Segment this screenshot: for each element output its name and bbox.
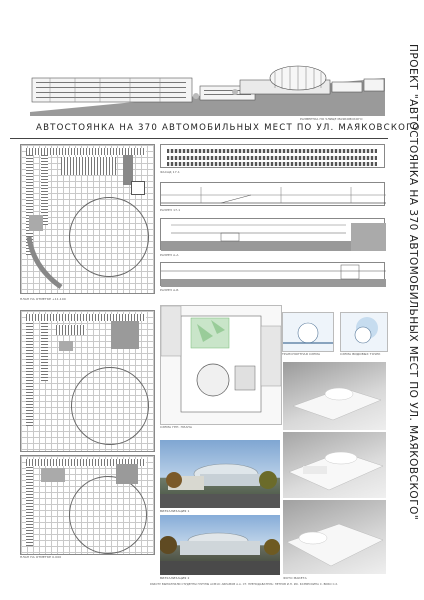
plan-2-ramp-circle xyxy=(71,367,149,445)
transport-scheme xyxy=(282,312,334,352)
section-a-a-drawing xyxy=(161,219,386,251)
caption-viz-1: ВИЗУАЛИЗАЦИЯ 1 xyxy=(160,509,190,513)
model-photo-2 xyxy=(283,432,386,498)
facade-17-1 xyxy=(160,144,385,168)
caption-section-3: РАЗРЕЗ А-Б xyxy=(160,288,179,292)
plan-level-2 xyxy=(20,310,155,452)
section-17-1-drawing xyxy=(161,183,386,207)
section-17-1 xyxy=(160,182,385,206)
visualization-1 xyxy=(160,440,280,508)
caption-genplan: СХЕМА ГЕН. ПЛАНА xyxy=(160,425,192,429)
caption-section-2: РАЗРЕЗ А-А xyxy=(160,253,179,257)
plan-1-ramp xyxy=(25,237,65,291)
genplan-schema xyxy=(160,305,282,425)
caption-plan-1: ПЛАН НА ОТМЕТКЕ +11.100 xyxy=(20,297,66,301)
caption-model: ФОТО МАКЕТА xyxy=(283,576,307,580)
plan-level-3 xyxy=(20,455,155,555)
model-photo-1 xyxy=(283,362,386,430)
plan-3-ramp-circle xyxy=(69,476,147,554)
genplan-drawing xyxy=(161,306,281,424)
caption-plan-3: ПЛАН НА ОТМЕТКЕ 0.000 xyxy=(20,555,62,559)
footer-credits: РАБОТУ ВЫПОЛНИЛИ СТУДЕНТЫ ГРУППЫ АСМ19: АБРАМОВ А.А. СТ. ПРЕПОДАВАТЕЛЬ: ПЕТРОВ И.П. ИО. РАЗМЕСКИНА С. ВИКО С.Х. xyxy=(150,583,339,586)
views-scheme xyxy=(340,312,388,352)
section-a-b-drawing xyxy=(161,263,386,287)
caption-street-elevation: РАЗВЕРТКА ПО УЛИЦЕ МАЯКОВСКОГО xyxy=(300,117,363,121)
caption-views: СХЕМА ВИДОВЫХ ТОЧЕК xyxy=(340,352,381,356)
street-elevation-drawing xyxy=(30,60,385,116)
plan-level-1 xyxy=(20,144,155,294)
street-elevation xyxy=(30,60,385,116)
caption-transport: ТРАНСПОРТНАЯ СХЕМА xyxy=(282,352,321,356)
caption-facade: ФАСАД 17-1 xyxy=(160,170,180,174)
header-title: АВТОСТОЯНКА НА 370 АВТОМОБИЛЬНЫХ МЕСТ ПО УЛ. МАЯКОВСКОГО xyxy=(36,123,421,133)
vertical-project-title xyxy=(395,40,419,585)
model-photo-3 xyxy=(283,500,386,574)
section-a-a xyxy=(160,218,385,250)
visualization-2 xyxy=(160,515,280,575)
caption-viz-2: ВИЗУАЛИЗАЦИЯ 2 xyxy=(160,576,190,580)
plan-1-ramp-circle xyxy=(69,197,149,277)
section-a-b xyxy=(160,262,385,286)
header-rule xyxy=(10,138,388,139)
caption-section-1: РАЗРЕЗ 17-1 xyxy=(160,208,181,212)
vertical-title-text: ПРОЕКТ "АВТОСТОЯНКА НА 370 АВТОМОБИЛЬНЫХ МЕСТ ПО УЛ. МАЯКОВСКОГО" xyxy=(407,44,419,521)
